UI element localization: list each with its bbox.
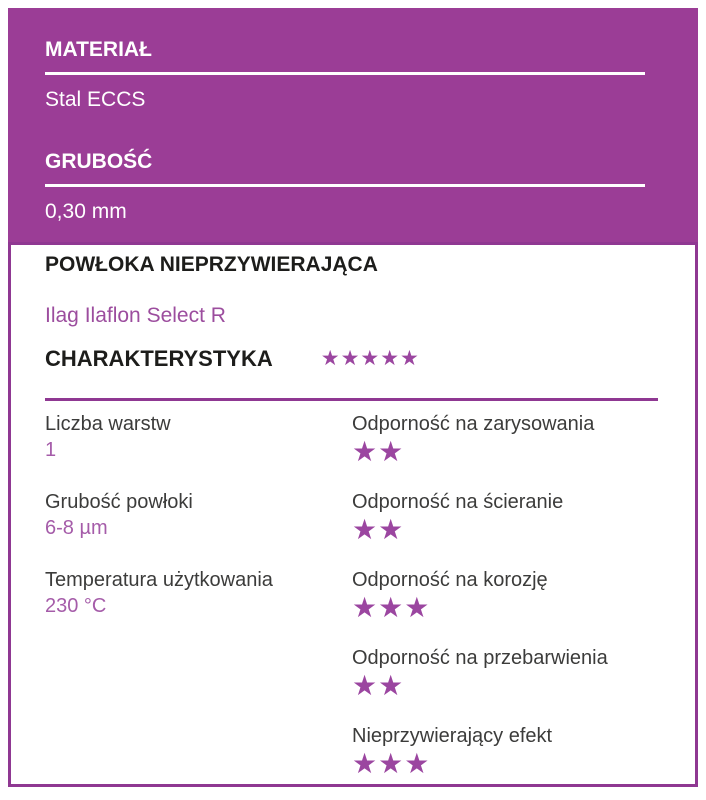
- characteristics-divider: [45, 398, 658, 401]
- spec-row-coating-thickness: [45, 490, 352, 568]
- rating-label: Odporność na przebarwienia: [352, 647, 608, 669]
- spec-value: 230 °C: [45, 595, 107, 617]
- coating-product-name: Ilag Ilaflon Select R: [45, 304, 226, 327]
- rating-stars-icon: ★★: [352, 514, 405, 545]
- rating-label: Nieprzywierający efekt: [352, 725, 553, 747]
- rating-row-corrosion-resistance: [352, 568, 695, 646]
- rating-stars-icon: ★★★: [352, 592, 431, 623]
- rating-label: Odporność na zarysowania: [352, 413, 595, 435]
- spec-row-layers: [45, 412, 352, 490]
- material-section: [45, 38, 698, 112]
- coating-title: POWŁOKA NIEPRZYWIERAJĄCA: [45, 253, 378, 276]
- rating-row-scratch-resistance: [352, 412, 695, 490]
- rating-row-discoloration-resistance: [352, 646, 695, 724]
- spec-column: [45, 412, 352, 787]
- spec-label: Temperatura użytkowania: [45, 569, 273, 591]
- spec-value: 1: [45, 439, 57, 461]
- spec-grid: [45, 412, 695, 787]
- rating-label: Odporność na ścieranie: [352, 491, 564, 513]
- thickness-section: [45, 150, 698, 224]
- material-panel: [8, 8, 698, 242]
- material-divider: [45, 72, 645, 75]
- spec-label: Liczba warstw: [45, 413, 171, 435]
- rating-stars-icon: ★★: [352, 436, 405, 467]
- material-heading: MATERIAŁ: [45, 38, 152, 61]
- characteristics-heading: CHARAKTERYSTYKA: [45, 346, 273, 371]
- rating-column: [352, 412, 695, 787]
- characteristics-row: [45, 346, 695, 372]
- material-value: Stal ECCS: [45, 88, 146, 111]
- rating-row-nonstick-effect: [352, 724, 695, 787]
- rating-row-abrasion-resistance: [352, 490, 695, 568]
- thickness-value: 0,30 mm: [45, 200, 127, 223]
- spec-row-usage-temperature: [45, 568, 352, 646]
- thickness-heading: GRUBOŚĆ: [45, 150, 153, 173]
- rating-stars-icon: ★★: [352, 670, 405, 701]
- spec-value: 6-8 µm: [45, 517, 108, 539]
- spec-label: Grubość powłoki: [45, 491, 193, 513]
- rating-label: Odporność na korozję: [352, 569, 548, 591]
- coating-panel: [8, 242, 698, 787]
- overall-rating-stars-icon: ★★★★★: [320, 347, 420, 370]
- rating-stars-icon: ★★★: [352, 748, 431, 779]
- thickness-divider: [45, 184, 645, 187]
